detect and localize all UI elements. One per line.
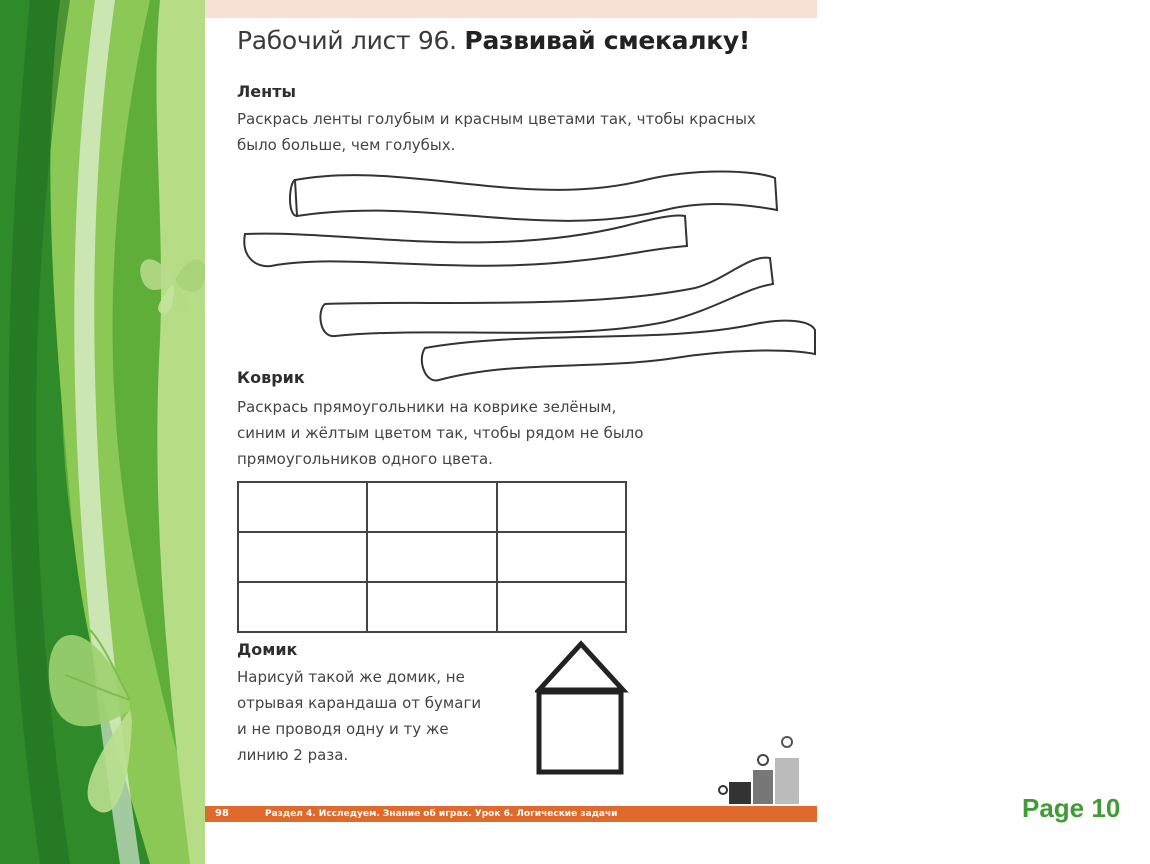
ribbons-line-1: Раскрась ленты голубым и красным цветами так, чтобы красных [237, 110, 756, 128]
ribbons-instructions [237, 106, 756, 158]
ribbons-heading: Ленты [237, 82, 296, 101]
slide-page-label: Page 10 [1022, 793, 1121, 823]
mat-cell [238, 532, 367, 582]
mat-cell [367, 582, 496, 632]
ribbon-1 [295, 172, 777, 221]
house-drawing [535, 638, 635, 780]
mat-cell [367, 482, 496, 532]
worksheet-title [237, 26, 750, 55]
ribbons-illustration [225, 160, 817, 390]
mat-line-3: прямоугольников одного цвета. [237, 450, 493, 468]
house-line-2: отрывая карандаша от бумаги [237, 694, 482, 712]
mat-heading: Коврик [237, 368, 305, 387]
house-line-1: Нарисуй такой же домик, не [237, 668, 465, 686]
mat-cell [497, 582, 626, 632]
mat-instructions [237, 394, 643, 472]
mat-line-2: синим и жёлтым цветом так, чтобы рядом не было [237, 424, 644, 442]
mat-line-1: Раскрась прямоугольники на коврике зелёным, [237, 398, 617, 416]
butterfly-small-icon [134, 238, 214, 318]
ribbons-line-2: было больше, чем голубых. [237, 136, 456, 154]
mat-cell [238, 582, 367, 632]
mat-cell [238, 482, 367, 532]
worksheet-page [205, 0, 817, 822]
trophy-steps-icon [715, 730, 805, 806]
worksheet-title-number: Рабочий лист 96. [237, 26, 457, 55]
house-line-3: и не проводя одну и ту же [237, 720, 449, 738]
worksheet-footer [205, 806, 817, 822]
worksheet-footer-text: Раздел 4. Исследуем. Знание об играх. Урок 6. Логические задачи [265, 809, 618, 819]
ribbon-3 [320, 258, 773, 337]
mat-cell [367, 532, 496, 582]
house-instructions [237, 664, 481, 768]
house-line-4: линию 2 раза. [237, 746, 349, 764]
ribbon-2 [244, 215, 687, 266]
worksheet-page-number: 98 [215, 808, 229, 819]
house-heading: Домик [237, 640, 298, 659]
mat-cell [497, 532, 626, 582]
mat-cell [497, 482, 626, 532]
butterfly-large-icon [30, 580, 210, 820]
worksheet-top-band [205, 0, 817, 18]
worksheet-title-bold: Развивай смекалку! [464, 26, 751, 55]
mat-grid [237, 481, 627, 625]
